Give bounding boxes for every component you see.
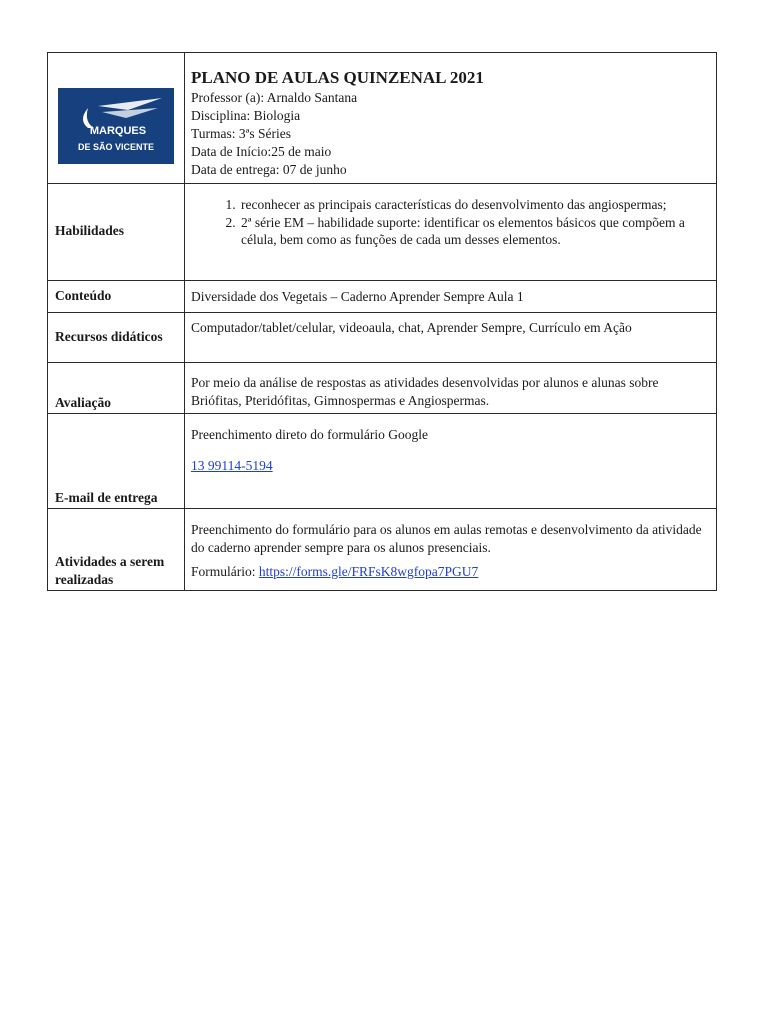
form-line <box>191 563 710 581</box>
avaliacao-content: Por meio da análise de respostas as atividades desenvolvidas por alunos e alunas sobre Briófitas, Pteridófitas, Gimnospermas e Angiospermas. <box>185 363 717 414</box>
data-entrega-line: Data de entrega: 07 de junho <box>191 162 347 177</box>
logo-text-line1: MARQUES <box>89 124 147 137</box>
header-row <box>48 53 717 184</box>
conteudo-content: Diversidade dos Vegetais – Caderno Aprender Sempre Aula 1 <box>185 281 717 313</box>
atividades-label: Atividades a serem realizadas <box>48 509 185 591</box>
avaliacao-row <box>48 363 717 414</box>
lesson-plan-table <box>47 52 717 591</box>
atividades-content <box>185 509 717 591</box>
email-content <box>185 414 717 509</box>
habilidade-item: 2. 2ª série EM – habilidade suporte: identificar os elementos básicos que compõem a célula, bem como as funções de cada um desses elementos. <box>239 214 710 249</box>
school-logo <box>58 88 174 164</box>
logo-text-line2: DE SÃO VICENTE <box>77 141 155 152</box>
recursos-content: Computador/tablet/celular, videoaula, chat, Aprender Sempre, Currículo em Ação <box>185 313 717 363</box>
habilidades-label: Habilidades <box>48 184 185 281</box>
email-row <box>48 414 717 509</box>
email-instructions: Preenchimento direto do formulário Google <box>191 427 428 442</box>
conteudo-row <box>48 281 717 313</box>
form-label: Formulário: <box>191 564 259 579</box>
form-link[interactable]: https://forms.gle/FRFsK8wgfopa7PGU7 <box>258 564 479 579</box>
turmas-line: Turmas: 3ªs Séries <box>191 126 291 141</box>
atividades-row <box>48 509 717 591</box>
habilidades-content <box>185 184 717 281</box>
disciplina-line: Disciplina: Biologia <box>191 108 301 123</box>
header-info-cell <box>185 53 717 184</box>
data-inicio-line: Data de Início:25 de maio <box>191 144 332 159</box>
document-title: PLANO DE AULAS QUINZENAL 2021 <box>191 68 484 87</box>
email-label: E-mail de entrega <box>48 414 185 509</box>
conteudo-label: Conteúdo <box>48 281 185 313</box>
atividades-description: Preenchimento do formulário para os alunos em aulas remotas e desenvolvimento da atividade do caderno aprender sempre para os alunos presenciais. <box>191 522 702 555</box>
habilidade-item: 1. reconhecer as principais características do desenvolvimento das angiospermas; <box>239 196 710 214</box>
recursos-row <box>48 313 717 363</box>
phone-link[interactable]: 13 99114-5194 <box>191 457 273 473</box>
habilidades-list <box>191 196 710 249</box>
professor-line: Professor (a): Arnaldo Santana <box>191 90 358 105</box>
habilidades-row <box>48 184 717 281</box>
avaliacao-label: Avaliação <box>48 363 185 414</box>
recursos-label: Recursos didáticos <box>48 313 185 363</box>
logo-cell <box>48 53 185 184</box>
